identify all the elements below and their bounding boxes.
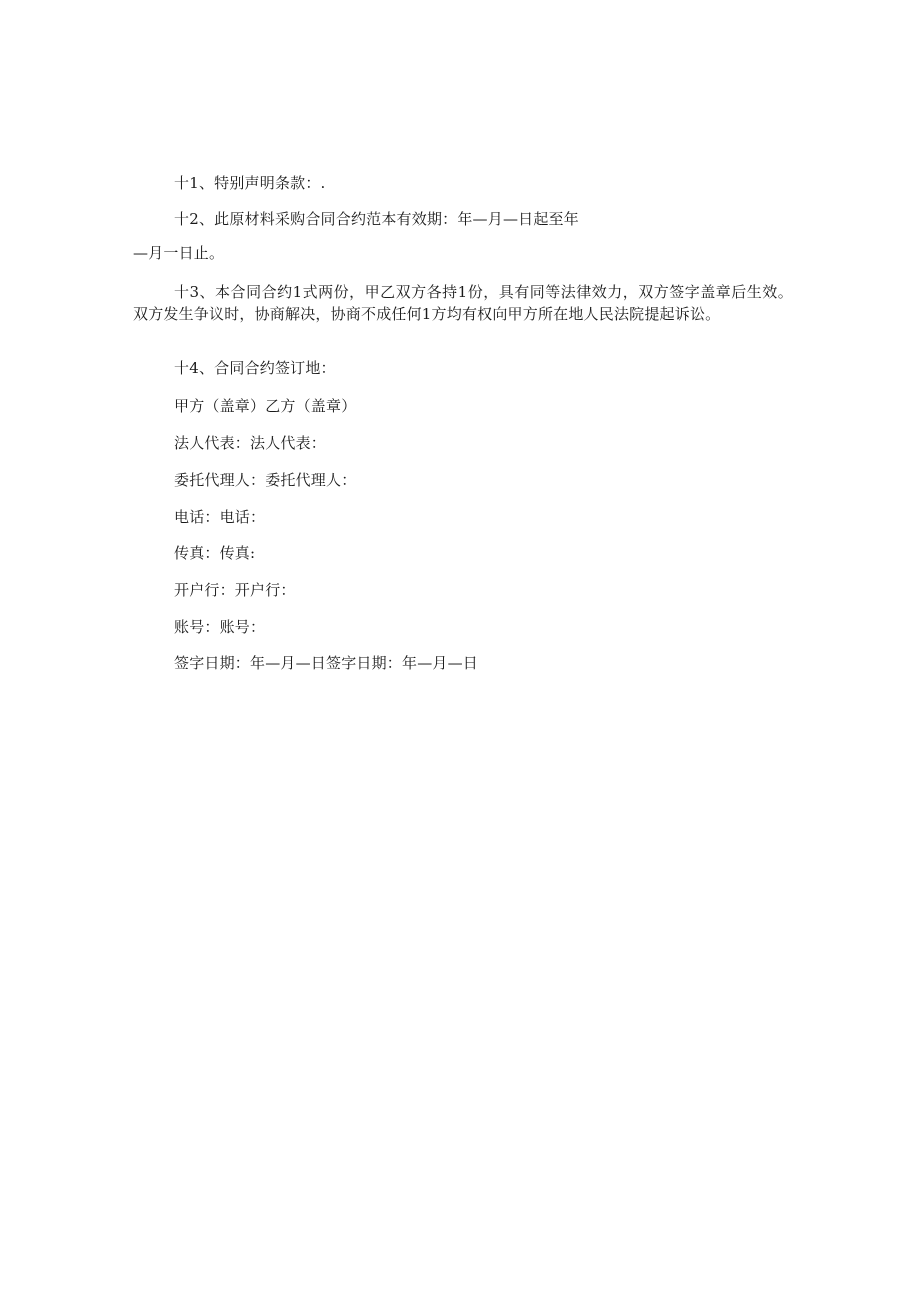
clause-12-validity-line2: —月一日止。 bbox=[133, 244, 225, 262]
clause-13-copies-and-disputes: 十3、本合同合约1式两份，甲乙双方各持1份，具有同等法律效力，双方签字盖章后生效。双方发生争议时，协商解决，协商不成任何1方均有权向甲方所在地人民法院提起诉讼。 bbox=[133, 283, 793, 323]
signing-date-line: 签字日期：年—月—日签字日期：年—月—日 bbox=[174, 654, 479, 672]
clause-14-signing-place: 十4、合同合约签订地： bbox=[174, 359, 336, 377]
authorized-agent-line: 委托代理人：委托代理人： bbox=[174, 471, 357, 489]
legal-representative-line: 法人代表：法人代表： bbox=[174, 434, 327, 452]
clause-12-validity-line1: 十2、此原材料采购合同合约范本有效期：年—月—日起至年 bbox=[174, 210, 579, 228]
bank-line: 开户行：开户行： bbox=[174, 581, 296, 599]
phone-line: 电话：电话： bbox=[174, 508, 266, 526]
clause-11-special-statement: 十1、特别声明条款：. bbox=[174, 174, 326, 192]
account-line: 账号：账号： bbox=[174, 618, 266, 636]
fax-line: 传真：传真: bbox=[174, 544, 256, 562]
parties-seal-line: 甲方（盖章）乙方（盖章） bbox=[174, 397, 357, 415]
